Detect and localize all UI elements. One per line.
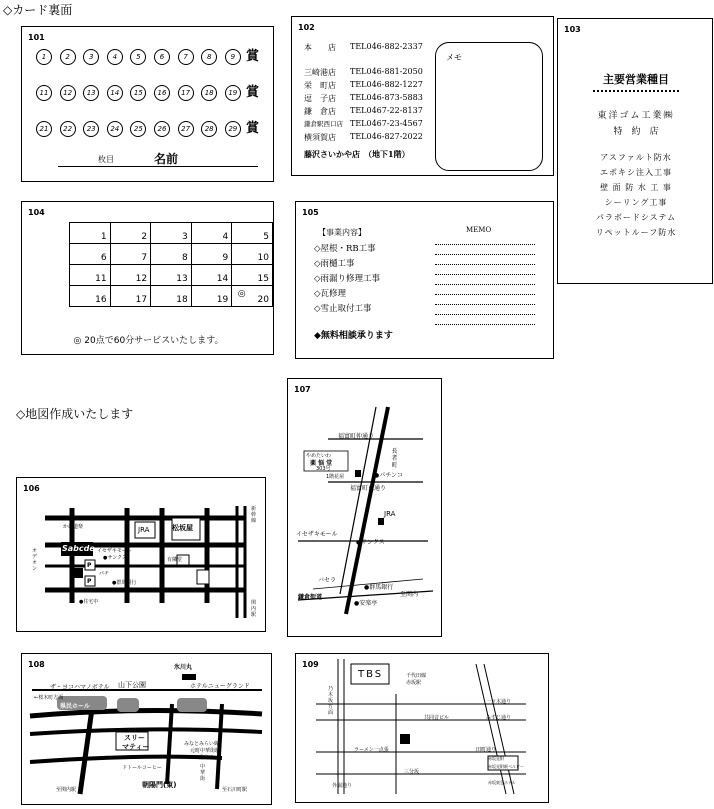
point-cell <box>232 265 273 286</box>
point-cell <box>70 265 111 286</box>
memo-label: MEMO <box>466 226 492 234</box>
point-cell <box>70 286 111 307</box>
station-label: 関内駅 <box>250 600 256 618</box>
bonus-mark: ◎ <box>237 289 246 299</box>
stamp-circle: 25 <box>130 121 146 137</box>
memo-line <box>435 324 535 325</box>
memo-line <box>435 244 535 245</box>
jra-label: JRA <box>138 526 150 534</box>
point-cell <box>191 244 232 265</box>
stamp-circle: 8 <box>201 49 217 65</box>
point-cell <box>232 286 273 307</box>
rail-label: 千代田線 <box>406 673 427 679</box>
point-number: 6 <box>100 253 107 263</box>
point-number: 9 <box>222 253 229 263</box>
shop-label: ●住宅中 <box>79 599 99 605</box>
station-label: 元町中華街駅 <box>190 748 221 754</box>
room-label: 303号 <box>316 466 331 472</box>
rail-label: 新幹線 <box>250 506 256 524</box>
jra-label: JRA <box>384 510 396 518</box>
street-label: 三分坂 <box>404 769 420 775</box>
business-item: ◇瓦修理 <box>314 289 347 299</box>
stamp-circle: 18 <box>201 85 217 101</box>
stamp-circle: 23 <box>83 121 99 137</box>
memo-line <box>435 314 535 315</box>
card-id: 102 <box>298 23 315 32</box>
station-label: 赤坂駅 <box>406 680 422 686</box>
logo-label: Sabcde <box>62 544 95 553</box>
stamp-circle: 26 <box>154 121 170 137</box>
store-footer: 藤沢さいかや店 （地下1階） <box>304 149 410 159</box>
card-107 <box>287 378 442 637</box>
point-cell <box>70 223 111 244</box>
street-label: 外堀通り <box>332 783 353 789</box>
prize-mark: 賞 <box>246 121 260 136</box>
sheet-count-label: 枚目 <box>98 155 114 164</box>
store-name: 三崎港店 <box>304 68 336 77</box>
store-phone: TEL046-882-2337 <box>350 42 423 51</box>
exit-label: ①番出口 <box>194 755 214 761</box>
park-label: 山下公園 <box>118 681 146 689</box>
point-grid <box>69 222 273 307</box>
card-id: 104 <box>28 208 45 217</box>
direction-label: 乃木坂方面 <box>327 686 333 716</box>
anrakutei-label: ●安楽亭 <box>354 600 378 607</box>
agent-label: 特 約 店 <box>613 127 659 137</box>
shop-label: 有隣堂 <box>167 557 183 563</box>
shop-name: 薬 悩 堂 <box>310 460 333 467</box>
point-cell <box>110 244 151 265</box>
street-label: みすじ通り <box>486 715 512 721</box>
memo-line <box>435 304 535 305</box>
bldg-label: 共同音ビル <box>424 715 450 721</box>
point-number: 4 <box>222 232 229 242</box>
stamp-circle: 5 <box>130 49 146 65</box>
direction-label: ←桜木町方面 <box>34 695 64 701</box>
card-id: 107 <box>294 385 311 394</box>
stamp-circle: 19 <box>225 85 241 101</box>
street-label: イセザキモール <box>97 548 132 554</box>
point-number: 13 <box>176 274 188 284</box>
business-item: ◇雨漏り修理工事 <box>314 274 381 284</box>
point-number: 14 <box>216 274 229 284</box>
parking-label: P <box>87 578 92 585</box>
point-cell <box>70 244 111 265</box>
memo-line <box>435 254 535 255</box>
memo-line <box>435 294 535 295</box>
point-number: 2 <box>141 232 148 242</box>
point-number: 18 <box>176 295 188 305</box>
card-101 <box>21 26 274 182</box>
point-number: 12 <box>135 274 148 284</box>
point-number: 3 <box>181 232 188 242</box>
stamp-circle: 14 <box>107 85 123 101</box>
street-label: 福富町仲通り <box>338 433 375 440</box>
stamp-circle: 4 <box>107 49 123 65</box>
bank-label: ●群馬銀行 <box>364 584 394 591</box>
shop-name: マティー <box>122 743 150 751</box>
vertical-label: 長者町 <box>391 448 398 469</box>
direction-label: 至関内駅 <box>56 787 77 793</box>
name-line <box>58 166 258 167</box>
store-phone: TEL046-881-2050 <box>350 67 423 76</box>
point-cell <box>110 223 151 244</box>
parking-label: P <box>87 562 92 569</box>
prize-mark: 賞 <box>246 49 260 64</box>
basera-label: バセラ <box>318 577 337 584</box>
stamp-circle: 22 <box>60 121 76 137</box>
divider <box>593 90 679 92</box>
store-phone: TEL046-882-1227 <box>350 80 423 89</box>
point-number: 17 <box>135 295 148 305</box>
card-id: 103 <box>564 25 581 34</box>
sunkus-label: ●サンクス <box>103 555 127 561</box>
stamp-circle: 3 <box>83 49 99 65</box>
stamp-circle: 11 <box>36 85 52 101</box>
stamp-circle: 17 <box>178 85 194 101</box>
point-number: 15 <box>257 274 269 284</box>
shop-label: パチ <box>99 571 110 577</box>
card-id: 106 <box>23 484 40 493</box>
store-name: 鎌倉駅西口店 <box>304 120 343 128</box>
memo-line <box>435 274 535 275</box>
street-label: 中華街 <box>199 764 205 782</box>
store-name: 逗 子店 <box>304 94 336 103</box>
stamp-circle: 2 <box>60 49 76 65</box>
store-phone: TEL046-827-2022 <box>350 132 423 141</box>
odeon-label: オデオン <box>31 548 37 572</box>
prize-mark: 賞 <box>246 85 260 100</box>
stamp-circle: 9 <box>225 49 241 65</box>
tbs-label: TBS <box>358 669 384 680</box>
store-phone: TEL0467-22-8137 <box>350 106 423 115</box>
point-number: 16 <box>95 295 107 305</box>
map-106 <box>17 478 267 633</box>
memo-label: メモ <box>446 53 462 62</box>
section-title-map: ◇地図作成いたします <box>16 407 134 421</box>
pachinko-label: ●パチンコ <box>374 472 403 479</box>
card-109 <box>295 653 549 803</box>
stamp-circle: 24 <box>107 121 123 137</box>
stamp-circle: 6 <box>154 49 170 65</box>
point-cell <box>191 265 232 286</box>
shop-name: スリー <box>124 734 145 742</box>
point-cell <box>151 265 192 286</box>
street-label: イセザキモール <box>296 531 338 538</box>
business-item: ◇雨樋工事 <box>314 259 355 269</box>
street-label: 福富町東通り <box>350 485 387 492</box>
shop-label: かに道楽 <box>63 524 84 530</box>
card-102 <box>291 16 554 176</box>
sunkus-label: ●サンクス <box>356 539 385 546</box>
business-item: シーリング工事 <box>604 198 668 207</box>
stamp-circle: 16 <box>154 85 170 101</box>
point-number: 5 <box>263 232 269 242</box>
stamp-circle: 27 <box>178 121 194 137</box>
hotel-label: ザ・ヨコハマノボテル <box>50 684 110 691</box>
street-label: 鎌倉街道 <box>298 594 323 601</box>
stamp-circle: 21 <box>36 121 52 137</box>
card-105 <box>295 201 554 359</box>
memo-line <box>435 264 535 265</box>
stamp-circle: 28 <box>201 121 217 137</box>
street-label: 田町通り <box>476 747 497 753</box>
street-label: 一ツ木通り <box>486 699 512 705</box>
hotel-label: 赤坂東急ホテル <box>488 780 516 785</box>
rail-label: みなとみらい線 <box>184 741 220 747</box>
card-104 <box>21 201 274 355</box>
stamp-circle: 1 <box>36 49 52 65</box>
service-note: ◎ 20点で60分サービスいたします。 <box>73 336 224 346</box>
store-name: 栄 町店 <box>304 81 336 90</box>
hotel-label: ホテルニューグランド <box>190 683 250 690</box>
card-id: 108 <box>28 660 45 669</box>
shop-label: ラーメン一点張 <box>354 747 389 753</box>
point-cell <box>232 244 273 265</box>
business-item: パラボードシステム <box>595 213 677 222</box>
matsuzaka-label: 松坂屋 <box>172 524 193 532</box>
business-item: 壁 面 防 水 工 事 <box>600 183 672 192</box>
stamp-circle: 7 <box>178 49 194 65</box>
point-cell <box>151 223 192 244</box>
point-cell <box>232 223 273 244</box>
shop-label: やめたいわ <box>306 453 332 459</box>
card-id: 109 <box>302 660 319 669</box>
card-106 <box>16 477 266 632</box>
cafe-label: ドトールコーヒー <box>122 765 162 771</box>
card-id: 101 <box>28 33 45 42</box>
stamp-circle: 15 <box>130 85 146 101</box>
gate-label: 朝陽門(東) <box>142 781 177 789</box>
ship-label: 氷川丸 <box>174 664 193 671</box>
store-phone: TEL046-873-5883 <box>350 93 423 102</box>
store-name: 鎌 倉店 <box>304 107 336 116</box>
section-title-card-back: ◇カード裏面 <box>3 3 73 17</box>
point-cell <box>191 223 232 244</box>
point-number: 7 <box>141 253 148 263</box>
floor-label: 1階花屋 <box>326 474 345 480</box>
store-phone: TEL0467-23-4567 <box>350 119 423 128</box>
business-item: ◇雪止取付工事 <box>314 304 372 314</box>
point-cell <box>110 286 151 307</box>
business-item: ◇屋根・RB工事 <box>314 244 376 254</box>
point-number: 11 <box>95 274 107 284</box>
direction-label: 至関内 <box>400 591 419 598</box>
station-label: 赤坂見附 <box>488 756 504 761</box>
free-consult: ◆無料相談承ります <box>314 331 393 341</box>
memo-line <box>435 284 535 285</box>
point-cell <box>110 265 151 286</box>
shop-label: 赤坂見附駅ベルビー <box>488 764 524 769</box>
point-number: 8 <box>181 253 188 263</box>
business-title: 主要営業種目 <box>603 73 669 86</box>
bank-label: ●群馬銀行 <box>112 580 137 586</box>
business-heading: 【事業内容】 <box>318 228 366 237</box>
direction-label: 至石川町駅 <box>222 787 248 793</box>
business-item: アスファルト防水 <box>600 153 672 162</box>
point-cell <box>191 286 232 307</box>
store-name: 横須賀店 <box>304 133 336 142</box>
card-103 <box>557 18 713 284</box>
card-108 <box>21 653 272 805</box>
business-item: エポキシ注入工事 <box>600 168 672 177</box>
name-label: 名前 <box>154 152 179 166</box>
point-cell <box>151 286 192 307</box>
point-cell <box>151 244 192 265</box>
point-number: 1 <box>100 232 107 242</box>
memo-box <box>435 42 543 171</box>
company-name: 東洋ゴム工業㈱ <box>597 111 675 121</box>
store-name: 本 店 <box>304 43 336 52</box>
point-number: 20 <box>257 295 269 305</box>
stamp-circle: 29 <box>225 121 241 137</box>
card-id: 105 <box>302 208 319 217</box>
point-number: 19 <box>216 295 229 305</box>
stamp-circle: 13 <box>83 85 99 101</box>
point-number: 10 <box>257 253 269 263</box>
business-item: リペットルーフ防水 <box>595 228 677 237</box>
stamp-circle: 12 <box>60 85 76 101</box>
hall-label: 県民ホール <box>60 703 90 710</box>
